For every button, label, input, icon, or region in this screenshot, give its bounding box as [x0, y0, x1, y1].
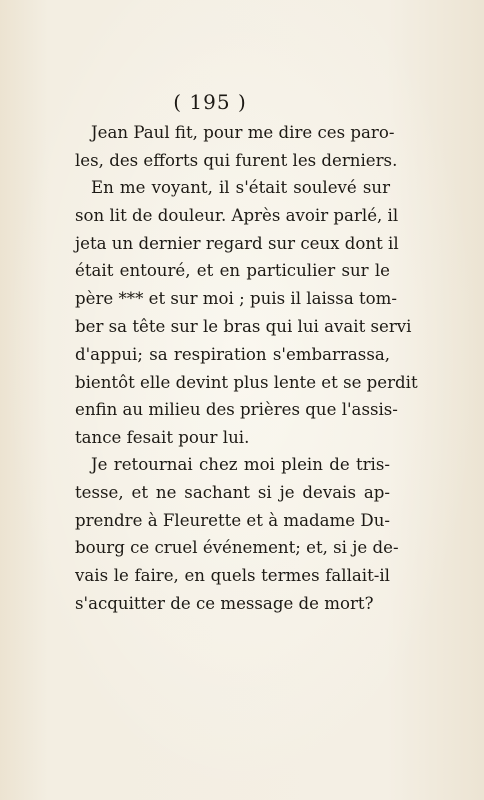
- text-line: son lit de douleur. Après avoir parlé, il: [75, 205, 399, 225]
- text-line: tesse, et ne sachant si je devais ap-: [75, 482, 390, 502]
- text-line: jeta un dernier regard sur ceux dont il: [75, 233, 399, 253]
- text-line: tance fesait pour lui.: [75, 428, 250, 448]
- text-line: Jean Paul fit, pour me dire ces paro-: [91, 123, 395, 142]
- text-line: prendre à Fleurette et à madame Du-: [75, 510, 390, 530]
- text-line: bourg ce cruel événement; et, si je de-: [75, 538, 399, 558]
- text-line: Je retournai chez moi plein de tris-: [91, 455, 390, 474]
- paragraph-3: [75, 451, 399, 618]
- text-line: père *** et sur moi ; puis il laissa tom-: [75, 289, 397, 309]
- text-line: d'appui; sa respiration s'embarrassa,: [75, 344, 390, 364]
- text-line: était entouré, et en particulier sur le: [75, 261, 390, 281]
- text-line: En me voyant, il s'était soulevé sur: [91, 178, 390, 197]
- text-line: vais le faire, en quels termes fallait-il: [75, 566, 390, 586]
- text-line: enfin au milieu des prières que l'assis-: [75, 400, 398, 420]
- text-line: bientôt elle devint plus lente et se perdit: [75, 372, 418, 392]
- paragraph-2: [75, 174, 418, 452]
- paragraph-1: [75, 119, 398, 175]
- text-line: les, des efforts qui furent les derniers.: [75, 150, 398, 170]
- page-number: ( 195 ): [173, 90, 247, 114]
- text-line: ber sa tête sur le bras qui lui avait servi: [75, 316, 412, 336]
- text-line: s'acquitter de ce message de mort?: [75, 593, 374, 613]
